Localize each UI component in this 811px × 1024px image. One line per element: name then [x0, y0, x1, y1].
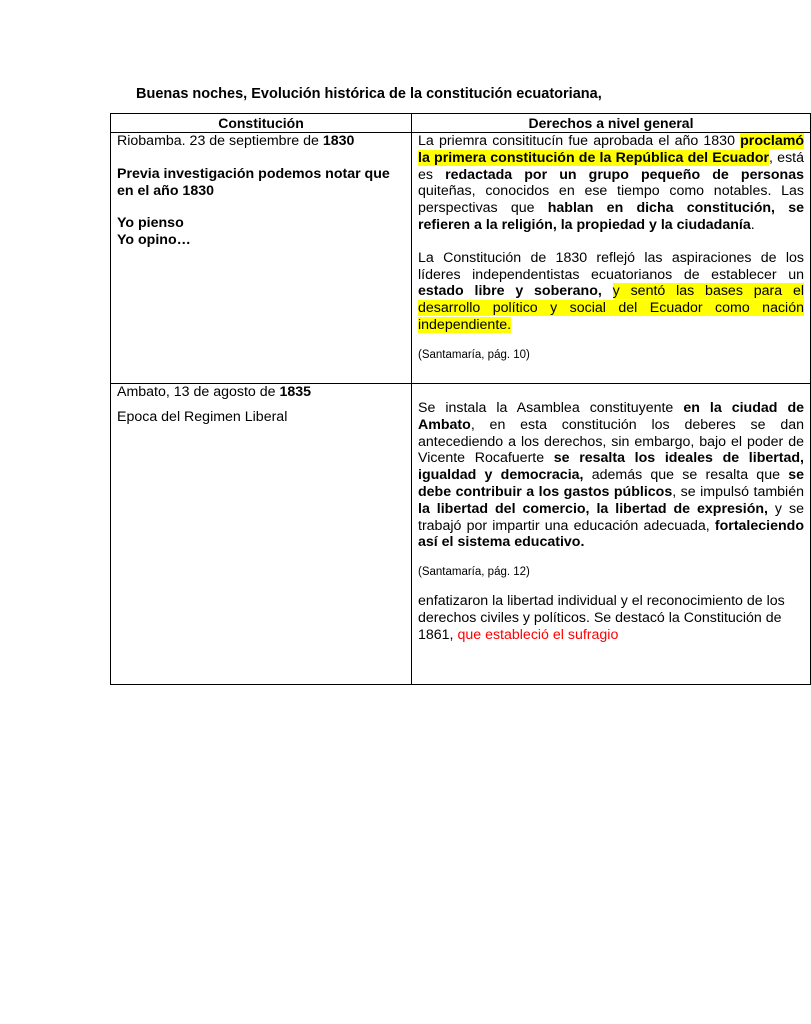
constitution-table — [110, 113, 811, 685]
column-header-derechos: Derechos a nivel general — [412, 114, 811, 133]
constitution-cell-1830 — [111, 133, 412, 384]
citation: (Santamaría, pág. 12) — [418, 566, 530, 579]
rights-paragraph: Se instala la Asamblea constituyente en la ciudad de Ambato, en esta constitución los deberes se dan antecediendo a los derechos, sin embargo, bajo el poder de Vicente Rocafuerte se resalta los ideales de libertad, igualdad y democracia, además que se resalta que se debe contribuir a los gastos públicos, se impulsó también la libertad del comercio, la libertad de expresión, y se trabajó por impartir una educación adecuada, fortaleciendo así el sistema educativo. — [418, 400, 804, 551]
constitution-year: 1830 — [322, 133, 355, 149]
constitution-year: 1835 — [279, 384, 312, 400]
document-heading: Buenas noches, Evolución histórica de la constitución ecuatoriana, — [136, 86, 602, 102]
citation: (Santamaría, pág. 10) — [418, 348, 530, 361]
constitution-date: Riobamba. 23 de septiembre de 1830 — [117, 133, 355, 149]
table-row — [111, 384, 811, 685]
rights-cell-1835 — [412, 384, 811, 685]
rights-paragraph: La Constitución de 1830 reflejó las aspiraciones de los líderes independentistas ecuatorianos de establecer un estado libre y soberano, y sentó las bases para el desarrollo político y social del Ecuador como nación independiente. — [418, 249, 804, 333]
left-note: Epoca del Regimen Liberal — [117, 408, 288, 425]
rights-cell-1830 — [412, 133, 811, 384]
rights-paragraph: enfatizaron la libertad individual y el reconocimiento de los derechos civiles y políticos. Se destacó la Constitución de 1861, que estableció el sufragio — [418, 593, 785, 643]
table-row — [111, 133, 811, 384]
constitution-cell-1835 — [111, 384, 412, 685]
left-note: Previa investigación podemos notar que en el año 1830 — [117, 165, 390, 199]
left-note: Yo pienso — [117, 215, 184, 232]
rights-paragraph: La priemra consititucín fue aprobada el año 1830 proclamó la primera constitución de la República del Ecuador, está es redactada por un grupo pequeño de personas quiteñas, conocidos en ese tiempo como notables. Las perspectivas que hablan en dicha constitución, se refieren a la religión, la propiedad y la ciudadanía. — [418, 133, 805, 233]
column-header-constitucion: Constitución — [111, 114, 412, 133]
left-note: Yo opino… — [117, 232, 191, 249]
table-header-row — [111, 114, 811, 133]
constitution-date: Ambato, 13 de agosto de 1835 — [117, 384, 312, 400]
